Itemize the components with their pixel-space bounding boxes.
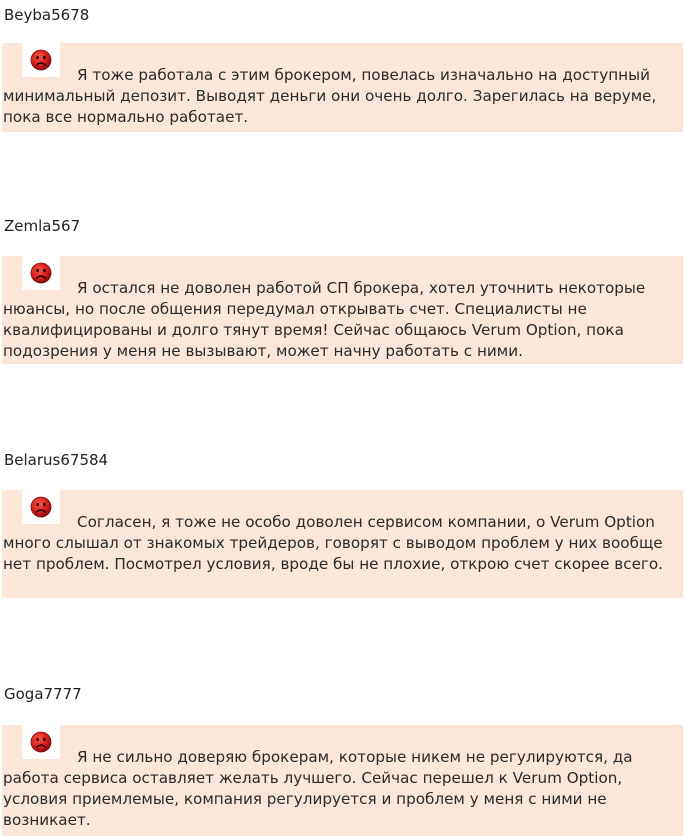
comment-text: Я тоже работала с этим брокером, повелась изначально на доступный минимальный депозит. Выводят деньги они очень долго. Зарегилась на веруме, пока все нормально работает. [3, 66, 657, 126]
comment-username: Belarus67584 [4, 451, 109, 469]
comment-text: Согласен, я тоже не особо доволен сервисом компании, о Verum Option много слышал от знакомых трейдеров, говорят с выводом проблем у них вообще нет проблем. Посмотрел условия, вроде бы не плохие, открою счет скорее всего. [3, 513, 664, 573]
avatar [22, 490, 60, 524]
comment-bubble [2, 256, 683, 364]
sad-face-icon [30, 496, 52, 518]
avatar [22, 43, 60, 77]
sad-face-icon [30, 262, 52, 284]
comment-bubble [2, 725, 683, 836]
sad-face-icon [30, 731, 52, 753]
comment-bubble [2, 43, 683, 132]
comment-text: Я остался не доволен работой СП брокера, хотел уточнить некоторые нюансы, но после общения передумал открывать счет. Специалисты не квалифицированы и долго тянут время! Сейчас общаюсь Verum Option, пока подозрения у меня не вызывают, может начну работать с ними. [3, 279, 646, 360]
comment-username: Goga7777 [4, 685, 82, 703]
avatar [22, 256, 60, 290]
avatar [22, 725, 60, 759]
comment-username: Zemla567 [4, 217, 81, 235]
comment-username: Beyba5678 [4, 6, 90, 24]
comment-bubble [2, 490, 683, 598]
sad-face-icon [30, 49, 52, 71]
comment-text: Я не сильно доверяю брокерам, которые никем не регулируются, да работа сервиса оставляет желать лучшего. Сейчас перешел к Verum Option, условия приемлемые, компания регулируется и проблем у меня с ними не возникает. [3, 748, 633, 829]
